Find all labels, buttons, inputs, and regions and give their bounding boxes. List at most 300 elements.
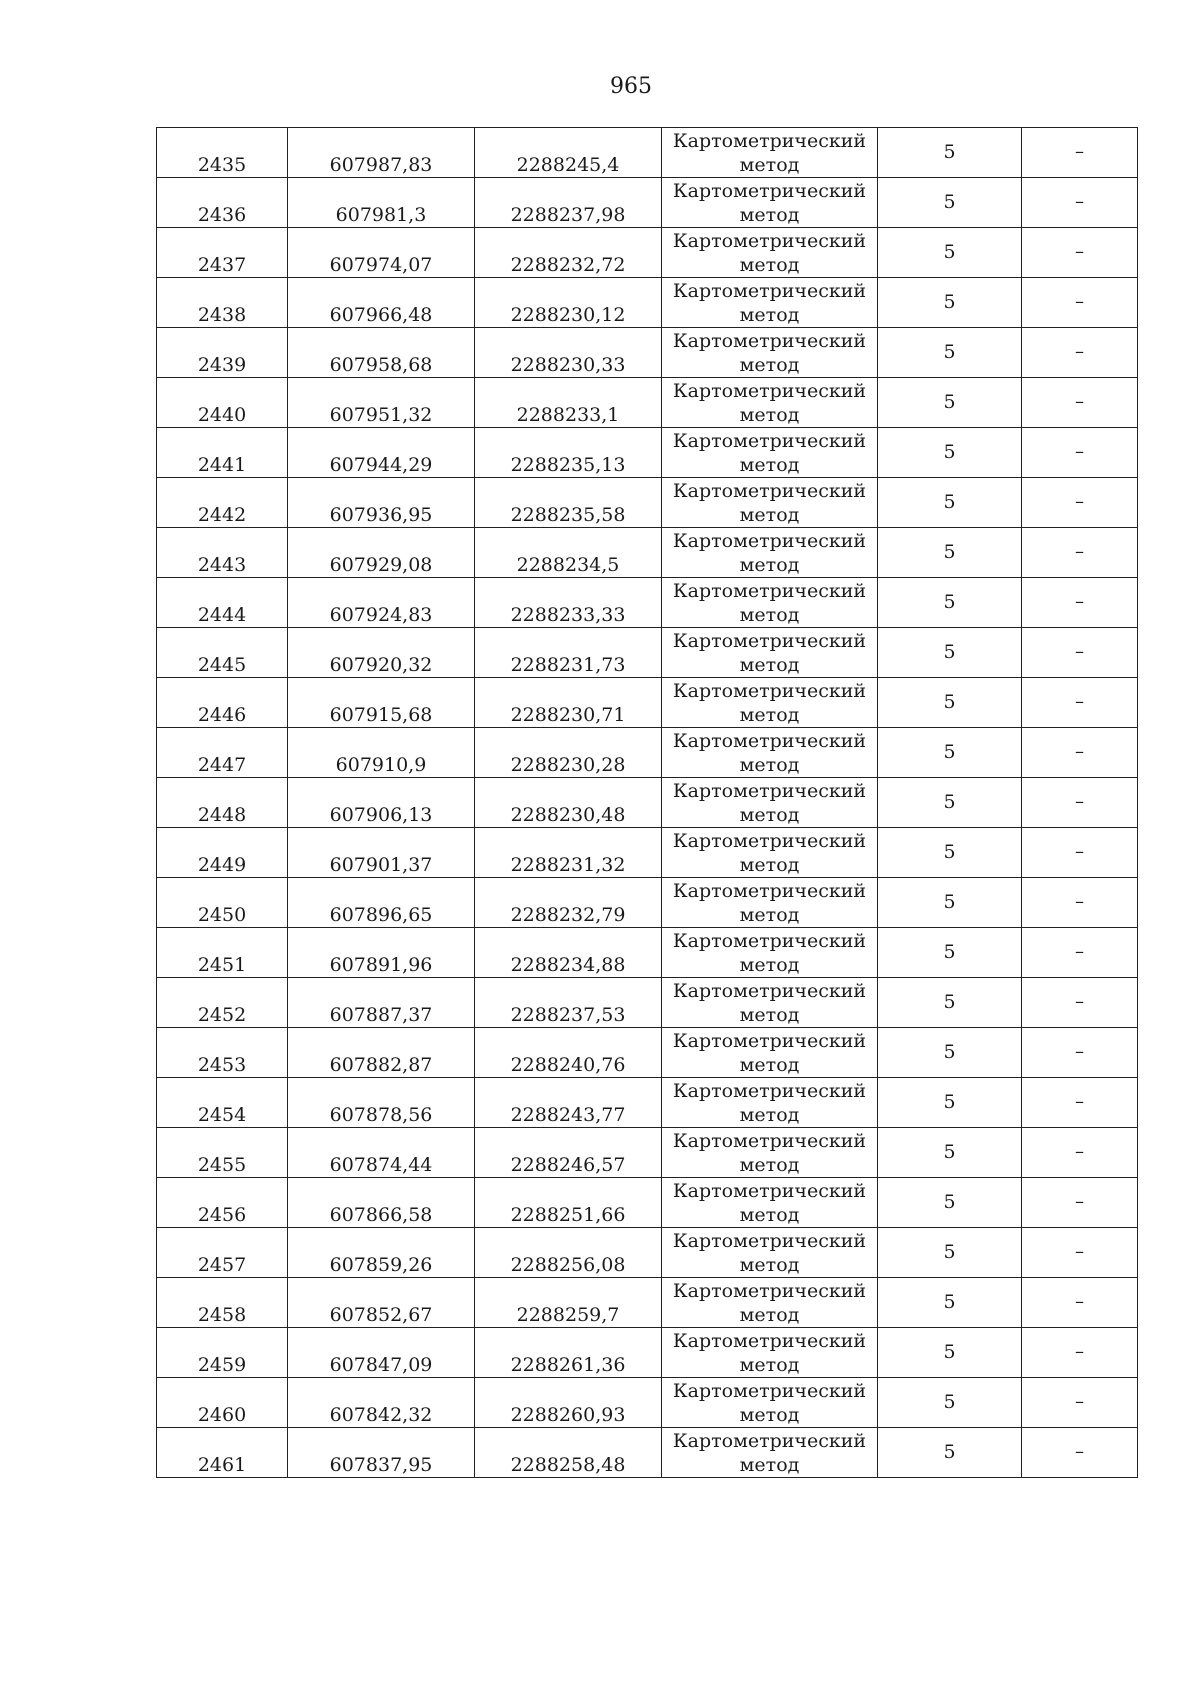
point-number-cell (157, 1378, 288, 1428)
x-coordinate-text: 607981,3 (335, 204, 427, 226)
y-coordinate-cell (475, 778, 662, 828)
accuracy-cell (878, 528, 1022, 578)
accuracy-cell (878, 1378, 1022, 1428)
method-text-line2: метод (739, 453, 800, 476)
method-cell (662, 1028, 878, 1078)
point-number-text: 2456 (197, 1204, 247, 1226)
method-text-line2: метод (739, 1353, 800, 1376)
x-coordinate-cell (288, 528, 475, 578)
point-number-text: 2453 (197, 1054, 247, 1076)
point-number-text: 2451 (197, 954, 247, 976)
point-number-cell (157, 128, 288, 178)
table-row (157, 978, 1138, 1028)
method-text-line2: метод (739, 1403, 800, 1426)
method-text-line1: Картометрический (672, 1179, 867, 1202)
x-coordinate-text: 607887,37 (329, 1004, 433, 1026)
method-cell (662, 728, 878, 778)
y-coordinate-text: 2288260,93 (510, 1404, 626, 1426)
method-cell (662, 478, 878, 528)
point-number-cell (157, 628, 288, 678)
note-text: – (1075, 1190, 1084, 1212)
x-coordinate-cell (288, 428, 475, 478)
point-number-cell (157, 1028, 288, 1078)
y-coordinate-text: 2288233,33 (510, 604, 626, 626)
method-text-line1: Картометрический (672, 1379, 867, 1402)
point-number-text: 2436 (197, 204, 247, 226)
note-text: – (1075, 690, 1084, 712)
note-text: – (1075, 440, 1084, 462)
y-coordinate-text: 2288233,1 (516, 404, 620, 426)
x-coordinate-text: 607915,68 (329, 704, 433, 726)
note-cell (1022, 278, 1138, 328)
y-coordinate-text: 2288232,72 (510, 254, 626, 276)
method-text-line2: метод (739, 703, 800, 726)
x-coordinate-cell (288, 178, 475, 228)
accuracy-cell (878, 1028, 1022, 1078)
table-row (157, 1378, 1138, 1428)
method-cell (662, 1278, 878, 1328)
y-coordinate-cell (475, 428, 662, 478)
accuracy-cell (878, 1228, 1022, 1278)
x-coordinate-cell (288, 1178, 475, 1228)
method-cell (662, 978, 878, 1028)
note-text: – (1075, 1090, 1084, 1112)
method-text-line2: метод (739, 603, 800, 626)
method-text-line1: Картометрический (672, 229, 867, 252)
accuracy-cell (878, 278, 1022, 328)
y-coordinate-cell (475, 878, 662, 928)
note-cell (1022, 578, 1138, 628)
accuracy-text: 5 (943, 1090, 956, 1113)
accuracy-text: 5 (943, 340, 956, 363)
y-coordinate-text: 2288235,13 (510, 454, 626, 476)
accuracy-text: 5 (943, 390, 956, 413)
note-cell (1022, 778, 1138, 828)
point-number-cell (157, 278, 288, 328)
note-cell (1022, 128, 1138, 178)
accuracy-text: 5 (943, 490, 956, 513)
x-coordinate-text: 607958,68 (329, 354, 433, 376)
accuracy-cell (878, 1328, 1022, 1378)
note-text: – (1075, 1040, 1084, 1062)
point-number-cell (157, 878, 288, 928)
method-text-line2: метод (739, 1153, 800, 1176)
accuracy-text: 5 (943, 1140, 956, 1163)
y-coordinate-text: 2288232,79 (510, 904, 626, 926)
table-row (157, 1428, 1138, 1478)
accuracy-cell (878, 228, 1022, 278)
accuracy-text: 5 (943, 890, 956, 913)
point-number-text: 2446 (197, 704, 247, 726)
accuracy-cell (878, 1428, 1022, 1478)
accuracy-text: 5 (943, 1440, 956, 1463)
accuracy-cell (878, 1128, 1022, 1178)
point-number-text: 2444 (197, 604, 247, 626)
note-cell (1022, 928, 1138, 978)
coordinates-table (156, 127, 1138, 1478)
y-coordinate-cell (475, 928, 662, 978)
accuracy-cell (878, 928, 1022, 978)
x-coordinate-text: 607966,48 (329, 304, 433, 326)
x-coordinate-text: 607852,67 (329, 1304, 433, 1326)
method-cell (662, 1178, 878, 1228)
method-text-line2: метод (739, 1053, 800, 1076)
x-coordinate-text: 607920,32 (329, 654, 433, 676)
point-number-cell (157, 678, 288, 728)
x-coordinate-text: 607878,56 (329, 1104, 433, 1126)
note-cell (1022, 1378, 1138, 1428)
accuracy-text: 5 (943, 1040, 956, 1063)
x-coordinate-text: 607901,37 (329, 854, 433, 876)
method-text-line1: Картометрический (672, 129, 867, 152)
x-coordinate-text: 607974,07 (329, 254, 433, 276)
method-cell (662, 878, 878, 928)
accuracy-cell (878, 578, 1022, 628)
method-cell (662, 428, 878, 478)
point-number-text: 2447 (197, 754, 247, 776)
table-row (157, 328, 1138, 378)
x-coordinate-text: 607847,09 (329, 1354, 433, 1376)
accuracy-cell (878, 178, 1022, 228)
x-coordinate-cell (288, 278, 475, 328)
method-cell (662, 1228, 878, 1278)
accuracy-text: 5 (943, 1390, 956, 1413)
x-coordinate-cell (288, 1228, 475, 1278)
note-cell (1022, 478, 1138, 528)
accuracy-text: 5 (943, 1190, 956, 1213)
method-text-line1: Картометрический (672, 729, 867, 752)
y-coordinate-text: 2288230,12 (510, 304, 626, 326)
point-number-cell (157, 1228, 288, 1278)
x-coordinate-cell (288, 828, 475, 878)
note-text: – (1075, 740, 1084, 762)
method-cell (662, 778, 878, 828)
note-text: – (1075, 890, 1084, 912)
accuracy-text: 5 (943, 590, 956, 613)
note-text: – (1075, 390, 1084, 412)
method-text-line2: метод (739, 1453, 800, 1476)
point-number-cell (157, 178, 288, 228)
y-coordinate-cell (475, 328, 662, 378)
table-row (157, 1028, 1138, 1078)
note-text: – (1075, 1140, 1084, 1162)
method-text-line1: Картометрический (672, 829, 867, 852)
table-row (157, 1328, 1138, 1378)
x-coordinate-text: 607874,44 (329, 1154, 433, 1176)
method-text-line2: метод (739, 1203, 800, 1226)
accuracy-cell (878, 478, 1022, 528)
method-text-line2: метод (739, 653, 800, 676)
point-number-cell (157, 1328, 288, 1378)
x-coordinate-text: 607859,26 (329, 1254, 433, 1276)
y-coordinate-text: 2288230,48 (510, 804, 626, 826)
note-text: – (1075, 1240, 1084, 1262)
y-coordinate-cell (475, 178, 662, 228)
method-text-line1: Картометрический (672, 779, 867, 802)
y-coordinate-text: 2288251,66 (510, 1204, 626, 1226)
x-coordinate-cell (288, 1278, 475, 1328)
table-row (157, 828, 1138, 878)
y-coordinate-cell (475, 478, 662, 528)
method-cell (662, 1428, 878, 1478)
table-row (157, 578, 1138, 628)
y-coordinate-cell (475, 578, 662, 628)
method-cell (662, 928, 878, 978)
point-number-cell (157, 728, 288, 778)
method-text-line1: Картометрический (672, 379, 867, 402)
y-coordinate-cell (475, 628, 662, 678)
note-text: – (1075, 1440, 1084, 1462)
method-text-line1: Картометрический (672, 1429, 867, 1452)
table-body (157, 128, 1138, 1478)
table-row (157, 528, 1138, 578)
y-coordinate-cell (475, 828, 662, 878)
x-coordinate-cell (288, 628, 475, 678)
x-coordinate-cell (288, 1328, 475, 1378)
point-number-cell (157, 1428, 288, 1478)
note-text: – (1075, 290, 1084, 312)
note-cell (1022, 1128, 1138, 1178)
note-cell (1022, 628, 1138, 678)
method-text-line1: Картометрический (672, 879, 867, 902)
point-number-text: 2441 (197, 454, 247, 476)
x-coordinate-cell (288, 778, 475, 828)
point-number-text: 2439 (197, 354, 247, 376)
note-text: – (1075, 1390, 1084, 1412)
x-coordinate-cell (288, 1378, 475, 1428)
table-row (157, 228, 1138, 278)
y-coordinate-text: 2288261,36 (510, 1354, 626, 1376)
table-row (157, 878, 1138, 928)
accuracy-text: 5 (943, 440, 956, 463)
point-number-text: 2459 (197, 1354, 247, 1376)
method-text-line1: Картометрический (672, 329, 867, 352)
note-text: – (1075, 790, 1084, 812)
method-cell (662, 1128, 878, 1178)
method-text-line2: метод (739, 953, 800, 976)
table-row (157, 1278, 1138, 1328)
point-number-cell (157, 378, 288, 428)
x-coordinate-text: 607842,32 (329, 1404, 433, 1426)
point-number-cell (157, 1278, 288, 1328)
point-number-cell (157, 1078, 288, 1128)
method-cell (662, 128, 878, 178)
accuracy-cell (878, 328, 1022, 378)
table-row (157, 1078, 1138, 1128)
y-coordinate-cell (475, 128, 662, 178)
table-row (157, 478, 1138, 528)
note-cell (1022, 228, 1138, 278)
x-coordinate-text: 607987,83 (329, 154, 433, 176)
point-number-text: 2454 (197, 1104, 247, 1126)
y-coordinate-text: 2288230,28 (510, 754, 626, 776)
accuracy-text: 5 (943, 240, 956, 263)
method-text-line2: метод (739, 1253, 800, 1276)
point-number-cell (157, 428, 288, 478)
table-row (157, 1228, 1138, 1278)
x-coordinate-cell (288, 1078, 475, 1128)
point-number-text: 2440 (197, 404, 247, 426)
point-number-cell (157, 528, 288, 578)
method-text-line2: метод (739, 553, 800, 576)
method-cell (662, 328, 878, 378)
note-text: – (1075, 990, 1084, 1012)
method-cell (662, 378, 878, 428)
accuracy-text: 5 (943, 190, 956, 213)
note-text: – (1075, 1290, 1084, 1312)
method-text-line1: Картометрический (672, 279, 867, 302)
point-number-cell (157, 928, 288, 978)
accuracy-cell (878, 1078, 1022, 1128)
point-number-text: 2460 (197, 1404, 247, 1426)
method-text-line2: метод (739, 1303, 800, 1326)
method-text-line1: Картометрический (672, 579, 867, 602)
method-cell (662, 678, 878, 728)
y-coordinate-text: 2288240,76 (510, 1054, 626, 1076)
note-cell (1022, 1078, 1138, 1128)
y-coordinate-cell (475, 1078, 662, 1128)
table-row (157, 278, 1138, 328)
note-cell (1022, 428, 1138, 478)
x-coordinate-text: 607910,9 (335, 754, 427, 776)
note-cell (1022, 528, 1138, 578)
point-number-cell (157, 578, 288, 628)
method-text-line1: Картометрический (672, 679, 867, 702)
point-number-cell (157, 1178, 288, 1228)
y-coordinate-cell (475, 1278, 662, 1328)
accuracy-cell (878, 978, 1022, 1028)
point-number-text: 2458 (197, 1304, 247, 1326)
point-number-cell (157, 228, 288, 278)
note-cell (1022, 328, 1138, 378)
note-cell (1022, 1228, 1138, 1278)
x-coordinate-cell (288, 378, 475, 428)
x-coordinate-cell (288, 728, 475, 778)
note-text: – (1075, 840, 1084, 862)
y-coordinate-cell (475, 678, 662, 728)
method-cell (662, 178, 878, 228)
point-number-text: 2445 (197, 654, 247, 676)
accuracy-text: 5 (943, 690, 956, 713)
method-text-line2: метод (739, 853, 800, 876)
method-cell (662, 1078, 878, 1128)
note-cell (1022, 728, 1138, 778)
method-text-line2: метод (739, 503, 800, 526)
point-number-cell (157, 828, 288, 878)
note-cell (1022, 178, 1138, 228)
method-text-line1: Картометрический (672, 1079, 867, 1102)
y-coordinate-text: 2288259,7 (516, 1304, 620, 1326)
point-number-cell (157, 1128, 288, 1178)
accuracy-text: 5 (943, 640, 956, 663)
note-cell (1022, 828, 1138, 878)
x-coordinate-cell (288, 228, 475, 278)
point-number-text: 2450 (197, 904, 247, 926)
point-number-text: 2448 (197, 804, 247, 826)
note-cell (1022, 1028, 1138, 1078)
point-number-text: 2457 (197, 1254, 247, 1276)
y-coordinate-text: 2288243,77 (510, 1104, 626, 1126)
method-text-line1: Картометрический (672, 929, 867, 952)
point-number-text: 2449 (197, 854, 247, 876)
accuracy-text: 5 (943, 140, 956, 163)
point-number-text: 2442 (197, 504, 247, 526)
x-coordinate-text: 607837,95 (329, 1454, 433, 1476)
note-text: – (1075, 1340, 1084, 1362)
y-coordinate-text: 2288246,57 (510, 1154, 626, 1176)
accuracy-cell (878, 628, 1022, 678)
note-text: – (1075, 940, 1084, 962)
x-coordinate-cell (288, 678, 475, 728)
note-cell (1022, 1428, 1138, 1478)
method-text-line1: Картометрический (672, 1279, 867, 1302)
table-row (157, 628, 1138, 678)
x-coordinate-cell (288, 1028, 475, 1078)
x-coordinate-cell (288, 1428, 475, 1478)
y-coordinate-cell (475, 1178, 662, 1228)
accuracy-cell (878, 378, 1022, 428)
note-cell (1022, 1178, 1138, 1228)
y-coordinate-cell (475, 278, 662, 328)
method-text-line2: метод (739, 1103, 800, 1126)
accuracy-text: 5 (943, 1340, 956, 1363)
accuracy-text: 5 (943, 840, 956, 863)
accuracy-cell (878, 878, 1022, 928)
method-text-line1: Картометрический (672, 1029, 867, 1052)
method-text-line2: метод (739, 753, 800, 776)
x-coordinate-text: 607951,32 (329, 404, 433, 426)
x-coordinate-text: 607891,96 (329, 954, 433, 976)
note-cell (1022, 378, 1138, 428)
table-row (157, 178, 1138, 228)
x-coordinate-cell (288, 928, 475, 978)
method-text-line2: метод (739, 253, 800, 276)
table-row (157, 1128, 1138, 1178)
y-coordinate-cell (475, 978, 662, 1028)
method-text-line2: метод (739, 903, 800, 926)
x-coordinate-cell (288, 478, 475, 528)
method-text-line1: Картометрический (672, 1229, 867, 1252)
method-text-line1: Картометрический (672, 529, 867, 552)
point-number-text: 2435 (197, 154, 247, 176)
accuracy-text: 5 (943, 540, 956, 563)
method-text-line2: метод (739, 803, 800, 826)
x-coordinate-text: 607936,95 (329, 504, 433, 526)
point-number-text: 2438 (197, 304, 247, 326)
accuracy-text: 5 (943, 1290, 956, 1313)
method-text-line2: метод (739, 1003, 800, 1026)
note-text: – (1075, 590, 1084, 612)
y-coordinate-cell (475, 1428, 662, 1478)
method-cell (662, 1328, 878, 1378)
y-coordinate-cell (475, 378, 662, 428)
accuracy-text: 5 (943, 740, 956, 763)
accuracy-cell (878, 128, 1022, 178)
point-number-text: 2443 (197, 554, 247, 576)
y-coordinate-cell (475, 728, 662, 778)
method-text-line2: метод (739, 303, 800, 326)
y-coordinate-text: 2288237,53 (510, 1004, 626, 1026)
x-coordinate-cell (288, 128, 475, 178)
accuracy-cell (878, 678, 1022, 728)
point-number-cell (157, 328, 288, 378)
page-number: 965 (610, 74, 652, 99)
accuracy-text: 5 (943, 290, 956, 313)
note-cell (1022, 878, 1138, 928)
note-text: – (1075, 190, 1084, 212)
y-coordinate-text: 2288234,5 (516, 554, 620, 576)
note-text: – (1075, 140, 1084, 162)
